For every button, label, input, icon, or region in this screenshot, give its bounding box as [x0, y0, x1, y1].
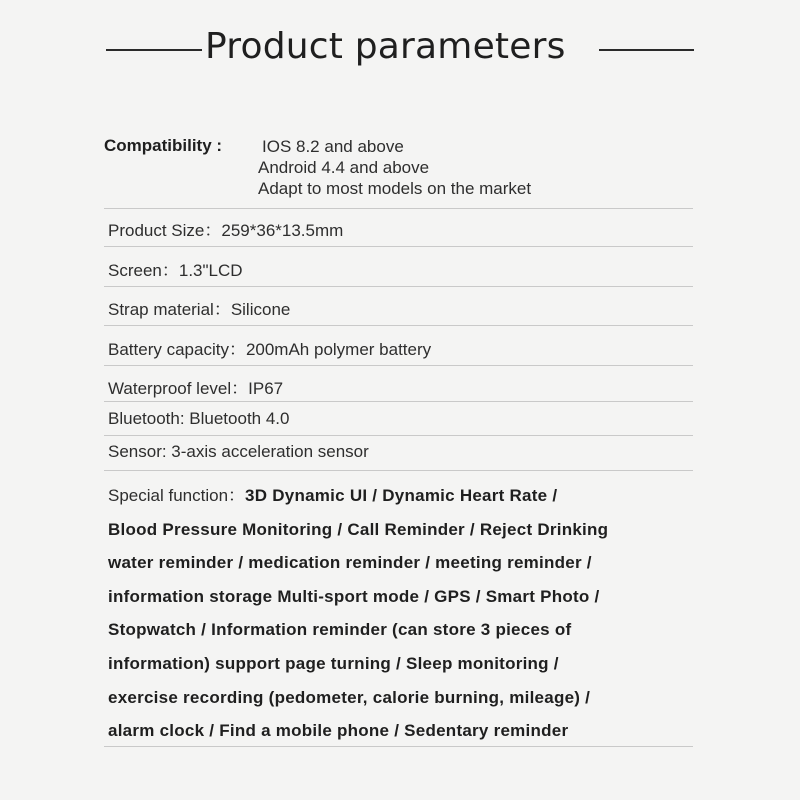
special-function-line: exercise recording (pedometer, calorie burning, mileage) / — [108, 687, 591, 707]
compatibility-ios: IOS 8.2 and above — [262, 137, 404, 156]
strap-material-row: Strap material：Silicone — [108, 300, 291, 319]
waterproof-level-row: Waterproof level：IP67 — [108, 379, 284, 398]
compatibility-values — [258, 136, 531, 199]
special-function-line: water reminder / medication reminder / meeting reminder / — [108, 553, 592, 573]
title-divider-left — [106, 49, 202, 51]
special-function-line: alarm clock / Find a mobile phone / Sedentary reminder — [108, 721, 569, 741]
row-divider — [104, 401, 693, 402]
special-function-line: Stopwatch / Information reminder (can store 3 pieces of — [108, 620, 572, 640]
row-divider — [104, 246, 693, 247]
row-divider — [104, 286, 693, 287]
special-function-line: information) support page turning / Sleep monitoring / — [108, 653, 559, 673]
compatibility-models: Adapt to most models on the market — [258, 179, 532, 198]
battery-capacity-row: Battery capacity：200mAh polymer battery — [108, 340, 432, 359]
row-divider — [104, 365, 693, 366]
compatibility-android: Android 4.4 and above — [258, 158, 430, 177]
product-size-row: Product Size：259*36*13.5mm — [108, 221, 344, 240]
compatibility-label: Compatibility : — [104, 136, 223, 155]
special-function-block — [108, 479, 728, 748]
row-divider — [104, 470, 693, 471]
title-divider-right — [599, 49, 694, 51]
screen-row: Screen：1.3"LCD — [108, 261, 243, 280]
special-function-line: Blood Pressure Monitoring / Call Reminder / Reject Drinking — [108, 519, 609, 539]
special-function-first-line — [108, 479, 728, 513]
page-title: Product parameters — [205, 26, 566, 67]
row-divider — [104, 325, 693, 326]
sensor-row: Sensor: 3-axis acceleration sensor — [108, 442, 369, 461]
special-function-first: 3D Dynamic UI / Dynamic Heart Rate / — [245, 486, 558, 505]
bluetooth-row: Bluetooth: Bluetooth 4.0 — [108, 409, 290, 428]
special-function-label: Special function： — [108, 486, 246, 505]
page-header — [0, 22, 800, 72]
row-divider — [104, 208, 693, 209]
row-divider — [104, 435, 693, 436]
row-divider — [104, 746, 693, 747]
special-function-line: information storage Multi-sport mode / GPS / Smart Photo / — [108, 586, 600, 606]
